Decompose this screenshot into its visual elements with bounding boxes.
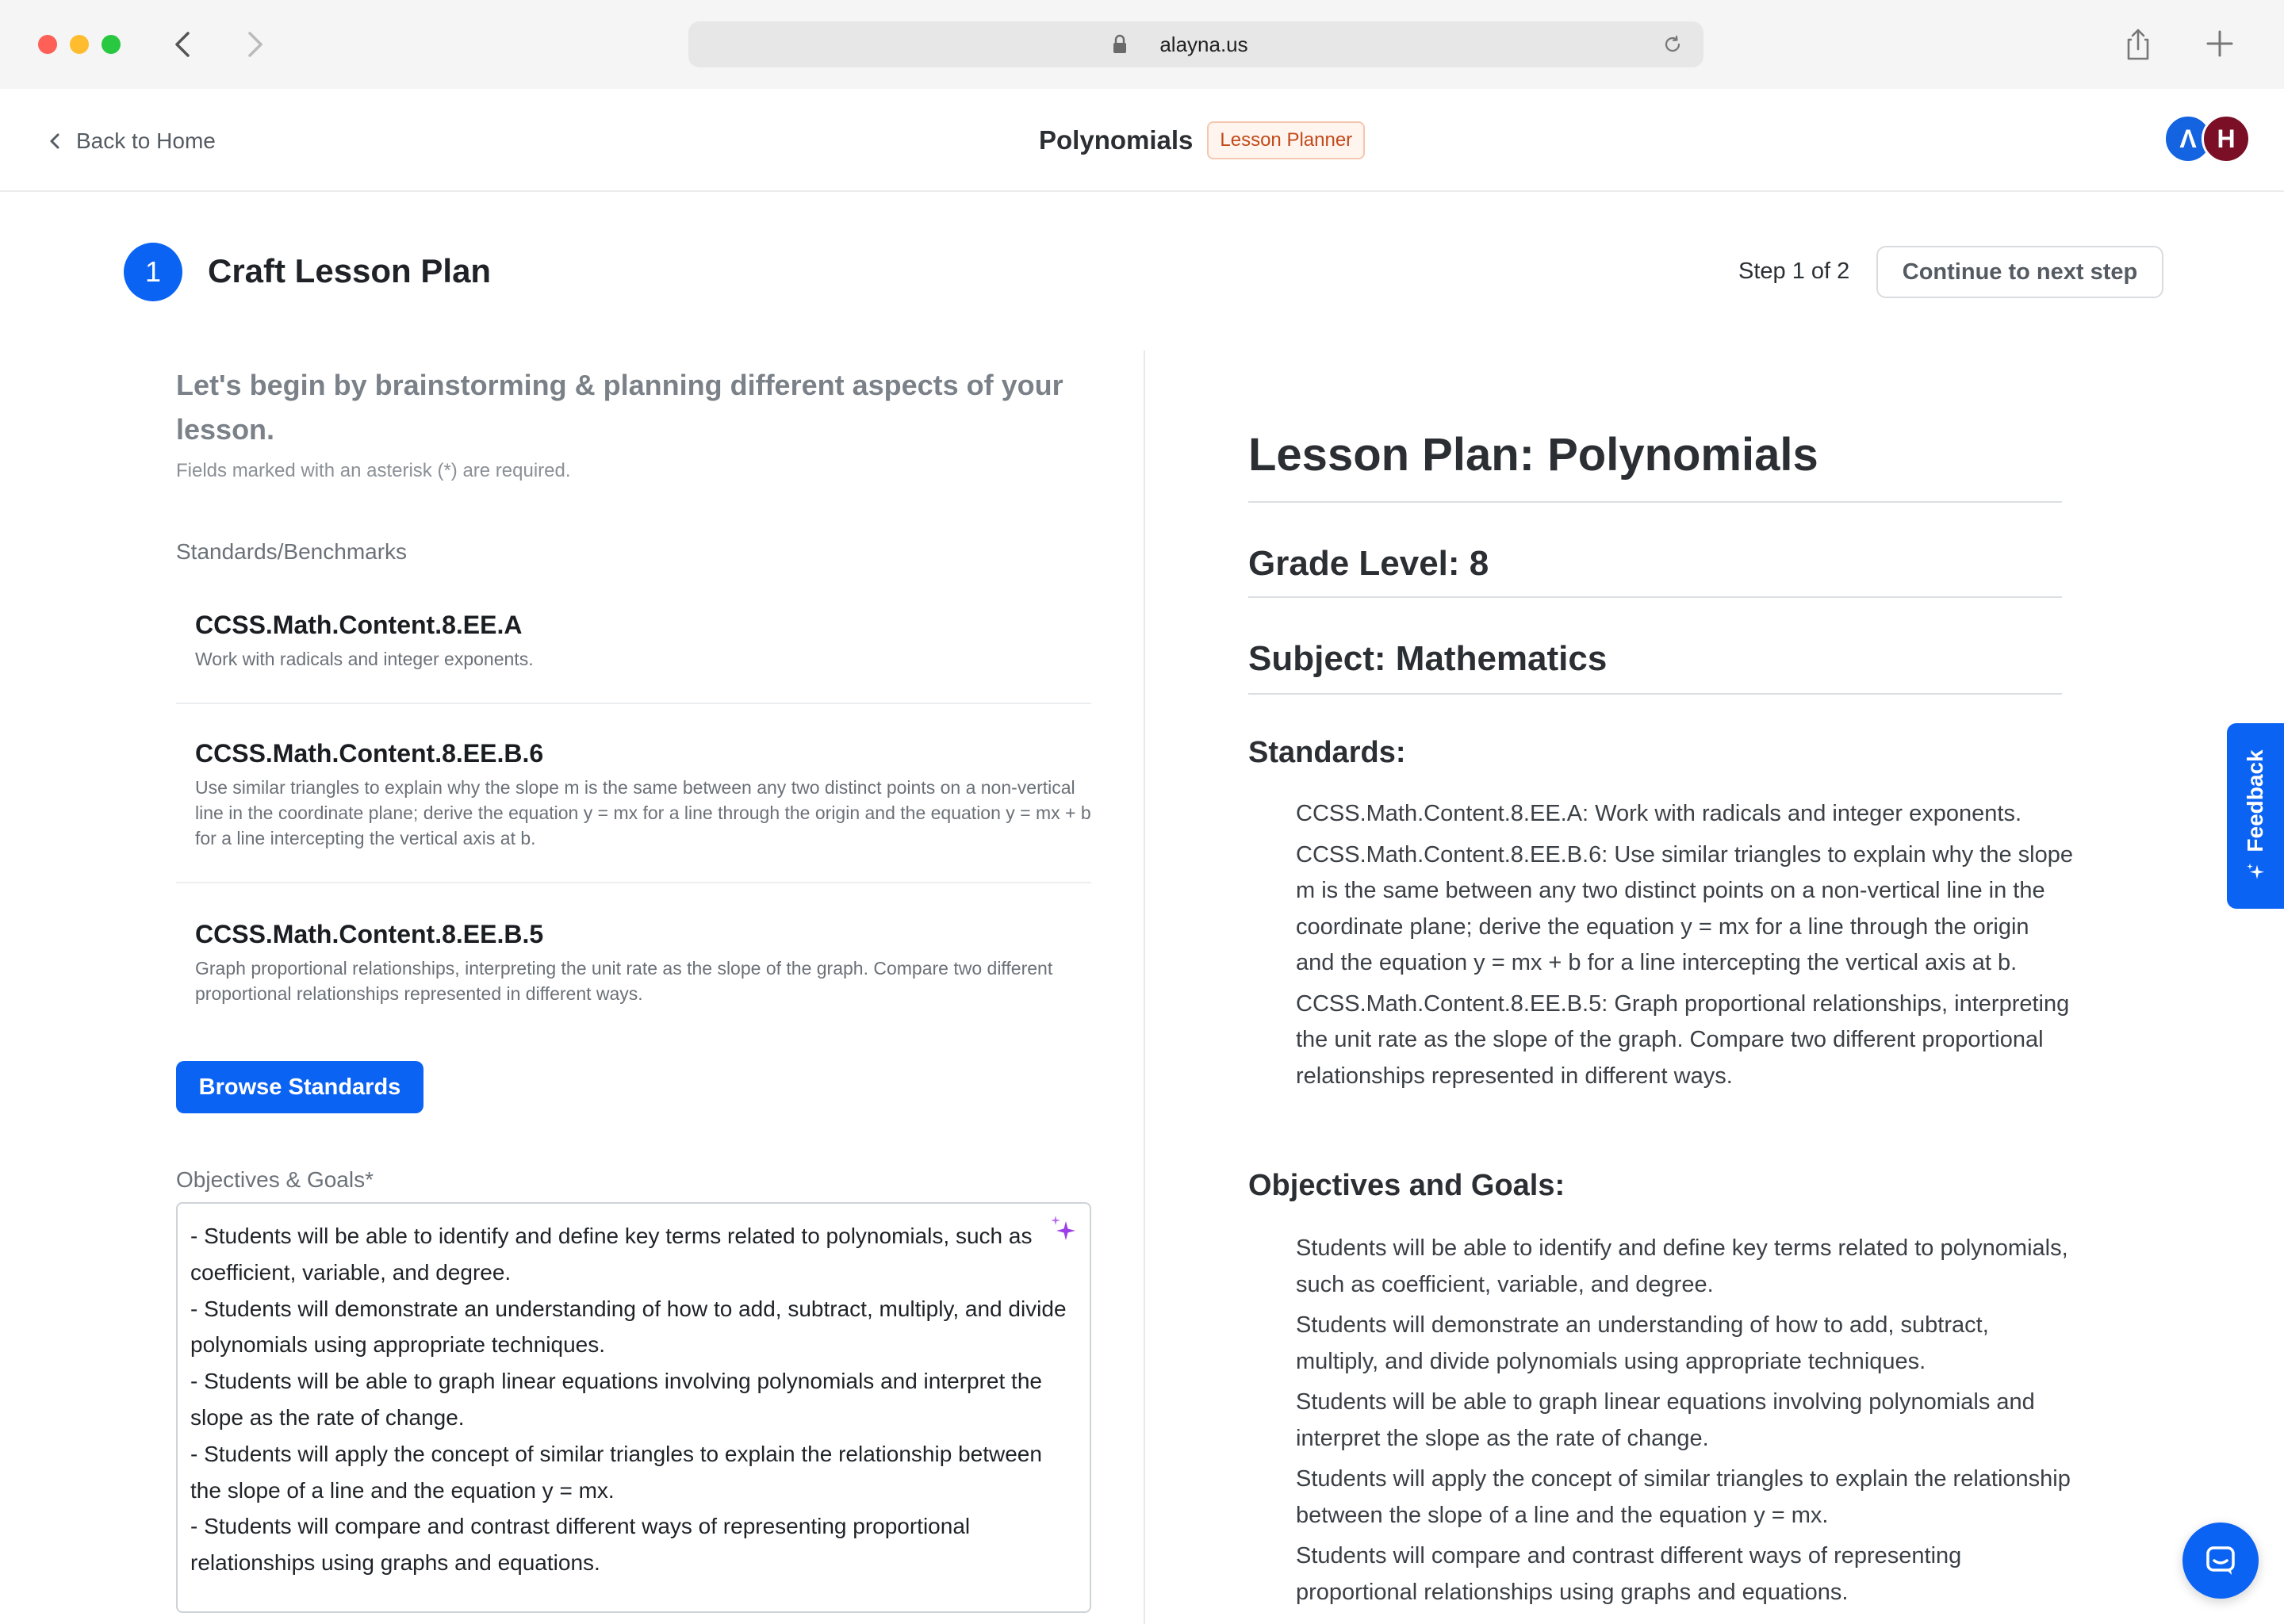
standard-description: Work with radicals and integer exponents.	[195, 649, 534, 669]
lesson-plan-title: Lesson Plan: Polynomials	[1248, 429, 1818, 481]
forward-arrow-icon[interactable]	[233, 24, 274, 65]
page-title-group	[1039, 119, 1365, 162]
column-divider	[1144, 350, 1145, 1624]
standard-card[interactable]	[176, 611, 1091, 704]
required-fields-note: Fields marked with an asterisk (*) are required.	[176, 460, 571, 481]
objective-line: - Students will compare and contrast different ways of representing proportional relationships using graphs and equations.	[190, 1514, 971, 1576]
zoom-window-button[interactable]	[102, 35, 121, 54]
back-to-home-link[interactable]	[48, 125, 216, 157]
feedback-tab[interactable]	[2227, 723, 2284, 909]
close-window-button[interactable]	[38, 35, 57, 54]
feedback-label: Feedback	[2243, 749, 2267, 852]
browser-toolbar	[0, 0, 2284, 89]
standard-code: CCSS.Math.Content.8.EE.B.5	[195, 920, 544, 948]
list-item: Students will demonstrate an understanding of how to add, subtract, multiply, and divide polynomials using appropriate techniques.	[1296, 1312, 1989, 1374]
objectives-heading: Objectives and Goals:	[1248, 1169, 1565, 1202]
chat-launcher-button[interactable]	[2182, 1522, 2259, 1599]
step-title: Craft Lesson Plan	[208, 252, 492, 289]
standard-card[interactable]	[176, 739, 1091, 883]
lesson-planner-badge: Lesson Planner	[1207, 121, 1365, 159]
avatar-alayna[interactable]: Λ	[2163, 114, 2213, 163]
list-item: CCSS.Math.Content.8.EE.B.6: Use similar triangles to explain why the slope m is the same between any two distinct points on a non-vertical line in the coordinate plane; derive the equation y = mx for a line through the origin and the equation y = mx + b for a line intercepting the vertical axis at b.	[1296, 841, 2074, 975]
standards-heading: Standards:	[1248, 736, 1406, 769]
step-counter: Step 1 of 2	[1738, 259, 1850, 284]
minimize-window-button[interactable]	[70, 35, 89, 54]
objective-line: - Students will demonstrate an understanding of how to add, subtract, multiply, and divide polynomials using appropriate techniques.	[190, 1296, 1067, 1358]
chat-icon	[2202, 1542, 2240, 1580]
standard-description: Use similar triangles to explain why the slope m is the same between any two distinct points on a non-vertical line in the coordinate plane; derive the equation y = mx for a line through the origin and the equation y = mx + b for a line intercepting the vertical axis at b.	[195, 777, 1091, 848]
standard-code: CCSS.Math.Content.8.EE.B.6	[195, 739, 544, 768]
address-bar[interactable]	[688, 21, 1703, 67]
reload-icon[interactable]	[1662, 34, 1683, 55]
url-text: alayna.us	[1159, 33, 1248, 56]
browse-standards-button[interactable]: Browse Standards	[176, 1061, 423, 1113]
list-item: Students will be able to graph linear equations involving polynomials and interpret the slope as the rate of change.	[1296, 1389, 2035, 1451]
objective-line: - Students will be able to graph linear equations involving polynomials and interpret the slope as the rate of change.	[190, 1369, 1042, 1430]
back-label: Back to Home	[76, 128, 216, 153]
sparkle-icon[interactable]	[1047, 1213, 1079, 1245]
standard-card[interactable]	[176, 920, 1091, 1015]
continue-next-step-button[interactable]: Continue to next step	[1876, 246, 2163, 298]
divider	[1248, 693, 2062, 695]
list-item: Students will be able to identify and define key terms related to polynomials, such as coefficient, variable, and degree.	[1296, 1235, 2068, 1297]
step-number-badge: 1	[124, 243, 182, 301]
back-arrow-icon[interactable]	[163, 24, 205, 65]
objectives-textarea[interactable]	[176, 1202, 1091, 1613]
list-item: CCSS.Math.Content.8.EE.B.5: Graph proportional relationships, interpreting the unit rate as the slope of the graph. Compare two different proportional relationships represented in different ways.	[1296, 990, 2070, 1089]
subject-heading: Subject: Mathematics	[1248, 639, 1608, 678]
new-tab-icon[interactable]	[2203, 27, 2236, 60]
objective-line: - Students will be able to identify and define key terms related to polynomials, such as coefficient, variable, and degree.	[190, 1224, 1033, 1285]
divider	[1248, 501, 2062, 503]
list-item: Students will compare and contrast different ways of representing proportional relationships using graphs and equations.	[1296, 1543, 1962, 1605]
standard-description: Graph proportional relationships, interpreting the unit rate as the slope of the graph. Compare two different proportional relationships represented in different ways.	[195, 958, 1053, 1004]
chevron-left-icon	[48, 132, 62, 151]
standards-label: Standards/Benchmarks	[176, 539, 408, 564]
list-item: Students will apply the concept of similar triangles to explain the relationship between the slope of a line and the equation y = mx.	[1296, 1466, 2071, 1528]
app-header	[0, 89, 2284, 192]
intro-heading: Let's begin by brainstorming & planning different aspects of your lesson.	[176, 369, 1063, 446]
grade-level-heading: Grade Level: 8	[1248, 544, 1489, 583]
objective-line: - Students will apply the concept of similar triangles to explain the relationship between the slope of a line and the equation y = mx.	[190, 1441, 1042, 1503]
avatar-user[interactable]: H	[2202, 114, 2251, 163]
standard-code: CCSS.Math.Content.8.EE.A	[195, 611, 523, 639]
sparkle-icon	[2245, 862, 2266, 883]
objectives-list	[1296, 1231, 2073, 1615]
page-title: Polynomials	[1039, 125, 1194, 155]
standards-list	[1296, 796, 2073, 1099]
objectives-label: Objectives & Goals*	[176, 1167, 374, 1192]
list-item: CCSS.Math.Content.8.EE.A: Work with radicals and integer exponents.	[1296, 801, 2022, 826]
divider	[1248, 596, 2062, 598]
share-icon[interactable]	[2122, 27, 2154, 62]
